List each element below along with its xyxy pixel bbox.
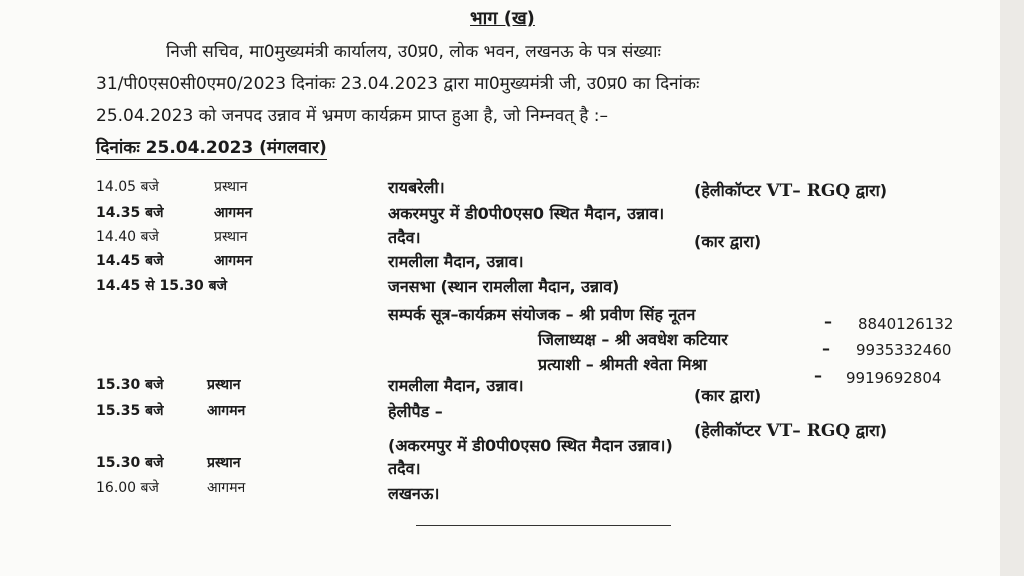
section-title: भाग (ख) (470, 8, 535, 29)
heli-code: VT– RGQ (766, 421, 851, 441)
transport-car: (कार द्वारा) (694, 232, 762, 251)
contact-label: सम्पर्क सूत्र–कार्यक्रम संयोजक – श्री प्रवीण सिंह नूतन (388, 305, 696, 324)
page-edge (1000, 0, 1024, 576)
contact-label: जिलाध्यक्ष – श्री अवधेश कटियार (538, 330, 728, 349)
schedule-action: आगमन (214, 253, 253, 269)
schedule-time: 16.00 बजे (96, 480, 159, 496)
schedule-time: 14.05 बजे (96, 179, 159, 195)
schedule-time: 15.30 बजे (96, 455, 164, 471)
contact-label: प्रत्याशी – श्रीमती श्वेता मिश्रा (538, 355, 707, 374)
schedule-time: 14.40 बजे (96, 229, 159, 245)
schedule-time: 14.45 से 15.30 बजे (96, 278, 228, 294)
schedule-place: रामलीला मैदान, उन्नाव। (388, 252, 524, 271)
contact-phone: 8840126132 (858, 315, 954, 333)
heli-prefix: (हेलीकॉप्टर (694, 421, 761, 440)
schedule-action: प्रस्थान (207, 377, 241, 393)
intro-line-2: 31/पी0एस0सी0एम0/2023 दिनांकः 23.04.2023 द्वारा मा0मुख्यमंत्री जी, उ0प्र0 का दिनांकः (96, 74, 700, 94)
transport-helicopter (694, 183, 887, 200)
schedule-time: 14.35 बजे (96, 205, 164, 221)
transport-helicopter (694, 423, 887, 440)
schedule-time: 15.30 बजे (96, 377, 164, 393)
schedule-action: आगमन (207, 403, 246, 419)
heli-suffix: द्वारा) (855, 181, 888, 200)
schedule-action: प्रस्थान (214, 179, 248, 195)
contact-dash: – (824, 312, 832, 331)
schedule-action: प्रस्थान (207, 455, 241, 471)
date-heading: दिनांकः 25.04.2023 (मंगलवार) (96, 138, 327, 158)
schedule-place: रामलीला मैदान, उन्नाव। (388, 376, 524, 395)
transport-car: (कार द्वारा) (694, 386, 762, 405)
schedule-place: हेलीपैड – (388, 402, 443, 421)
contact-phone: 9935332460 (856, 341, 952, 359)
schedule-place: रायबरेली। (388, 178, 445, 197)
schedule-place: जनसभा (स्थान रामलीला मैदान, उन्नाव) (388, 277, 620, 296)
schedule-place: (अकरमपुर में डी0पी0एस0 स्थित मैदान उन्नाव।) (388, 436, 673, 455)
schedule-time: 15.35 बजे (96, 403, 164, 419)
closing-rule (416, 525, 671, 526)
intro-line-1: निजी सचिव, मा0मुख्यमंत्री कार्यालय, उ0प्र0, लोक भवन, लखनऊ के पत्र संख्याः (166, 42, 661, 62)
intro-line-3: 25.04.2023 को जनपद उन्नाव में भ्रमण कार्यक्रम प्राप्त हुआ है, जो निम्नवत् है :– (96, 106, 608, 126)
heli-suffix: द्वारा) (855, 421, 888, 440)
schedule-place: तदैव। (388, 228, 421, 247)
contact-dash: – (814, 366, 822, 385)
schedule-action: आगमन (207, 480, 246, 496)
contact-dash: – (822, 339, 830, 358)
contact-phone: 9919692804 (846, 369, 942, 387)
heli-prefix: (हेलीकॉप्टर (694, 181, 761, 200)
schedule-place: लखनऊ। (388, 484, 440, 503)
schedule-place: तदैव। (388, 459, 421, 478)
schedule-time: 14.45 बजे (96, 253, 164, 269)
heli-code: VT– RGQ (766, 181, 851, 201)
schedule-action: प्रस्थान (214, 229, 248, 245)
schedule-place: अकरमपुर में डी0पी0एस0 स्थित मैदान, उन्नाव। (388, 204, 665, 223)
schedule-action: आगमन (214, 205, 253, 221)
